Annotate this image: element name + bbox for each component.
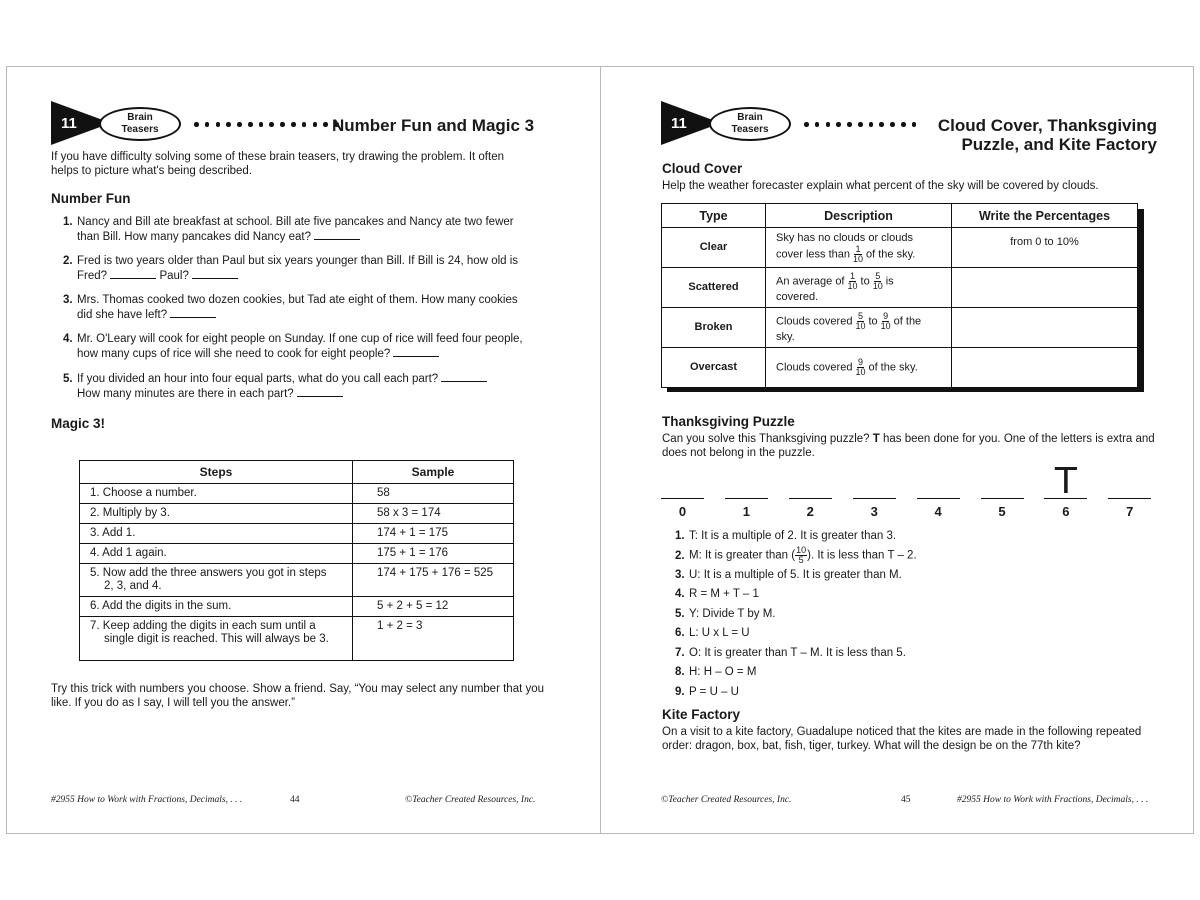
table-row xyxy=(662,348,1138,388)
page-title xyxy=(901,116,1157,154)
step-text: 5. Now add the three answers you got in steps xyxy=(90,567,327,579)
step-text: 4. Add 1 again. xyxy=(90,547,167,559)
slot-letter: T xyxy=(1054,461,1077,502)
slot-number: 7 xyxy=(1126,504,1134,519)
cloud-type: Overcast xyxy=(662,348,766,388)
slot-number: 3 xyxy=(870,504,878,519)
page-title-line2: Puzzle, and Kite Factory xyxy=(961,135,1157,154)
clue-7: 7. O: It is greater than T – M. It is less than 5. xyxy=(675,647,906,659)
magic-3-table xyxy=(79,460,514,661)
percentage-answer[interactable] xyxy=(952,308,1138,348)
clue-8: 8. H: H – O = M xyxy=(675,666,757,678)
step-text-cont: single digit is reached. This will always be 3. xyxy=(104,633,329,645)
question-3: 3. Mrs. Thomas cooked two dozen cookies, but Tad ate eight of them. How many cookies did she have left? xyxy=(63,294,518,321)
page-title-line1: Cloud Cover, Thanksgiving xyxy=(937,116,1157,135)
clue-1: 1. T: It is a multiple of 2. It is greater than 3. xyxy=(675,530,897,542)
footer-publisher: ©Teacher Created Resources, Inc. xyxy=(405,795,536,805)
table-row xyxy=(80,504,514,524)
slot-number: 4 xyxy=(934,504,942,519)
outro-text: Try this trick with numbers you choose. Show a friend. Say, “You may select any number that you like. If you do as I say, I will tell you the answer.” xyxy=(51,683,545,709)
badge-label-line2: Teasers xyxy=(731,124,769,135)
answer-blank[interactable] xyxy=(393,347,439,357)
number-fun-heading: Number Fun xyxy=(51,191,131,206)
cloud-description: Clouds covered $\frac{9}{10}$ of the sky. xyxy=(766,348,952,388)
clue-4: 4. R = M + T – 1 xyxy=(675,588,759,600)
fraction: $\frac{9}{10}$ xyxy=(855,357,866,377)
slot-number: 0 xyxy=(678,504,687,519)
clue-2: 2. M: It is greater than ( $\frac{10}{5}$ ). It is less than T – 2. xyxy=(675,545,917,565)
thanksgiving-heading: Thanksgiving Puzzle xyxy=(662,414,795,429)
badge-number: 11 xyxy=(671,115,687,132)
table-row xyxy=(662,268,1138,308)
sample-value: 5 + 2 + 5 = 12 xyxy=(353,597,514,617)
step-text: 1. Choose a number. xyxy=(90,487,197,499)
cloud-description: An average of $\frac{1}{10}$ to $\frac{5}{10}$ is covered. xyxy=(766,268,952,308)
step-text: 3. Add 1. xyxy=(90,527,136,539)
step-text: 6. Add the digits in the sum. xyxy=(90,600,232,612)
sample-value: 58 xyxy=(353,484,514,504)
footer-page-number: 45 xyxy=(901,795,911,805)
slot-number: 1 xyxy=(742,504,750,519)
fraction: $\frac{5}{10}$ xyxy=(872,270,883,291)
footer-page-number: 44 xyxy=(290,795,300,805)
slot-number: 2 xyxy=(806,504,814,519)
slot-number: 5 xyxy=(998,504,1006,519)
answer-blank[interactable] xyxy=(170,308,216,318)
kite-factory-text: On a visit to a kite factory, Guadalupe noticed that the kites are made in the following repeated order: dragon, box, bat, fish, tiger, turkey. What will the design be on the 77th kite? xyxy=(662,726,1142,752)
cloud-cover-table-wrap xyxy=(661,203,1138,387)
table-row xyxy=(80,524,514,544)
question-1: 1. Nancy and Bill ate breakfast at school. Bill ate five pancakes and Nancy ate two fewer than Bill. How many pancakes did Nancy eat? xyxy=(63,216,514,243)
percentages-header: Write the Percentages xyxy=(952,204,1138,228)
dotted-leader xyxy=(194,122,339,127)
cloud-type: Clear xyxy=(662,228,766,268)
answer-blank[interactable] xyxy=(441,372,487,382)
percentage-answer[interactable] xyxy=(952,348,1138,388)
slot-line xyxy=(1044,498,1087,499)
badge-number: 11 xyxy=(61,115,77,132)
table-row xyxy=(80,617,514,661)
footer-publisher: ©Teacher Created Resources, Inc. xyxy=(661,795,792,805)
cloud-cover-table xyxy=(661,203,1138,388)
sample-value: 175 + 1 = 176 xyxy=(353,544,514,564)
steps-header: Steps xyxy=(80,461,353,484)
answer-blank[interactable] xyxy=(314,230,360,240)
description-header: Description xyxy=(766,204,952,228)
table-row xyxy=(80,544,514,564)
sample-value: 174 + 175 + 176 = 525 xyxy=(353,564,514,597)
question-number: 1. xyxy=(63,216,73,228)
sample-header: Sample xyxy=(353,461,514,484)
table-row xyxy=(662,228,1138,268)
step-text: 2. Multiply by 3. xyxy=(90,507,170,519)
question-5: 5. If you divided an hour into four equal parts, what do you call each part? How many minutes are there in each part? xyxy=(77,372,567,401)
slot-line xyxy=(853,498,896,499)
question-number: 3. xyxy=(63,294,73,306)
clue-9: 9. P = U – U xyxy=(675,686,739,698)
page-title: Number Fun and Magic 3 xyxy=(332,116,535,135)
step-text: 7. Keep adding the digits in each sum until a xyxy=(90,620,316,632)
question-number: 2. xyxy=(63,255,73,267)
step-text-cont: 2, 3, and 4. xyxy=(104,580,162,592)
cloud-description: Clouds covered $\frac{5}{10}$ to $\frac{9}{10}$ of the sky. xyxy=(766,308,952,348)
book-spread xyxy=(6,66,1194,834)
footer-book-title: #2955 How to Work with Fractions, Decimals, . . . xyxy=(51,795,243,805)
fraction: $\frac{5}{10}$ xyxy=(855,310,866,331)
slot-line xyxy=(917,498,960,499)
badge-label xyxy=(709,107,791,141)
cloud-description: Sky has no clouds or clouds cover less than $\frac{1}{10}$ of the sky. xyxy=(766,228,952,268)
answer-blank[interactable] xyxy=(110,269,156,279)
left-page xyxy=(7,67,600,833)
intro-text: If you have difficulty solving some of these brain teasers, try drawing the problem. It often helps to picture what's being described. xyxy=(51,151,504,177)
badge-label-line2: Teasers xyxy=(121,124,159,135)
fraction: $\frac{10}{5}$ xyxy=(796,545,807,565)
question-number: 4. xyxy=(63,333,73,345)
sample-value: 1 + 2 = 3 xyxy=(353,617,514,661)
slot-line xyxy=(789,498,832,499)
cloud-cover-heading: Cloud Cover xyxy=(662,161,743,176)
question-2: 2. Fred is two years older than Paul but six years younger than Bill. If Bill is 24, how old is Fred? Paul? xyxy=(63,255,519,282)
slot-line xyxy=(661,498,704,499)
question-number: 5. xyxy=(63,373,73,385)
clue-5: 5. Y: Divide T by M. xyxy=(675,608,776,620)
magic-3-heading: Magic 3! xyxy=(51,416,106,431)
clue-6: 6. L: U x L = U xyxy=(675,627,750,639)
kite-factory-heading: Kite Factory xyxy=(662,707,741,722)
cloud-type: Scattered xyxy=(662,268,766,308)
slot-number: 6 xyxy=(1062,504,1070,519)
question-4: 4. Mr. O'Leary will cook for eight people on Sunday. If one cup of rice will feed four people, how many cups of rice will she need to cook for eight people? xyxy=(63,333,523,360)
footer-book-title: #2955 How to Work with Fractions, Decimals, . . . xyxy=(957,795,1149,805)
fraction: $\frac{9}{10}$ xyxy=(880,310,891,331)
sample-value: 58 x 3 = 174 xyxy=(353,504,514,524)
right-page xyxy=(600,67,1194,833)
fraction: $\frac{1}{10}$ xyxy=(847,270,858,291)
thanksgiving-intro: Can you solve this Thanksgiving puzzle? T has been done for you. One of the letters is extra and does not belong in the puzzle. xyxy=(662,433,1155,459)
slot-line xyxy=(1108,498,1151,499)
table-row xyxy=(662,308,1138,348)
badge-label xyxy=(99,107,181,141)
sample-value: 174 + 1 = 175 xyxy=(353,524,514,544)
fraction: $\frac{1}{10}$ xyxy=(852,243,863,264)
badge-label-line1: Brain xyxy=(127,112,153,123)
table-row xyxy=(80,484,514,504)
table-row xyxy=(80,564,514,597)
type-header: Type xyxy=(662,204,766,228)
percentage-answer[interactable] xyxy=(952,268,1138,308)
percentage-answer[interactable]: from 0 to 10% xyxy=(952,228,1138,268)
clue-3: 3. U: It is a multiple of 5. It is greater than M. xyxy=(675,569,902,581)
table-row xyxy=(80,597,514,617)
answer-blank[interactable] xyxy=(297,387,343,397)
slot-line xyxy=(981,498,1024,499)
dotted-leader xyxy=(804,122,916,127)
cloud-cover-intro: Help the weather forecaster explain what percent of the sky will be covered by clouds. xyxy=(662,180,1099,192)
slot-line xyxy=(725,498,768,499)
answer-blank[interactable] xyxy=(192,269,238,279)
cloud-type: Broken xyxy=(662,308,766,348)
badge-label-line1: Brain xyxy=(737,112,763,123)
